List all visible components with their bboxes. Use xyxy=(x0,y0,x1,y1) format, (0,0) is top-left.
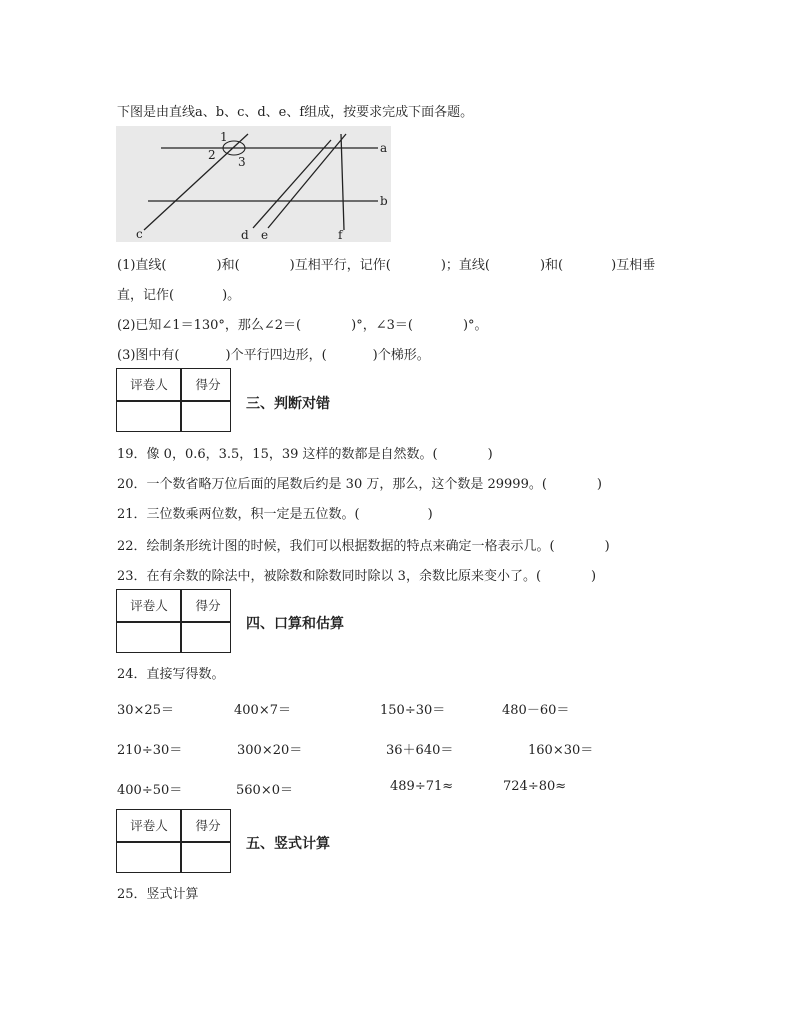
calc-item: 210÷30＝ xyxy=(117,743,183,758)
q1-text-b: )和( xyxy=(216,258,240,273)
line-label-b: b xyxy=(380,194,388,208)
calc-item: 300×20＝ xyxy=(237,743,303,758)
q1-text-g: 直，记作( xyxy=(117,288,175,303)
line-d xyxy=(253,140,331,228)
item-text: 22．绘制条形统计图的时候，我们可以根据数据的特点来确定一格表示几。( xyxy=(117,539,555,554)
divider xyxy=(117,621,230,623)
calc-item: 160×30＝ xyxy=(528,743,594,758)
question-1-line-2 xyxy=(117,284,240,303)
true-false-item xyxy=(117,565,596,584)
q1-text-d: )；直线( xyxy=(440,258,490,273)
question-intro: 下图是由直线a、b、c、d、e、f组成，按要求完成下面各题。 xyxy=(117,105,474,120)
q3-text-b: )个平行四边形，( xyxy=(225,348,327,363)
line-label-f: f xyxy=(338,228,343,242)
line-label-d: d xyxy=(241,228,249,242)
calc-item: 560×0＝ xyxy=(236,783,293,798)
question-25: 25．竖式计算 xyxy=(117,887,199,902)
item-text-end: ) xyxy=(427,507,433,522)
true-false-item xyxy=(117,535,610,554)
calc-item: 489÷71≈ xyxy=(390,779,454,794)
line-label-a: a xyxy=(380,141,388,155)
angle-label-1: 1 xyxy=(220,130,228,144)
item-text: 20．一个数省略万位后面的尾数后约是 30 万，那么，这个数是 29999。( xyxy=(117,477,547,492)
item-text: 23．在有余数的除法中，被除数和除数同时除以 3，余数比原来变小了。( xyxy=(117,569,542,584)
item-text-end: ) xyxy=(591,569,597,584)
divider xyxy=(117,841,230,843)
calc-item: 30×25＝ xyxy=(117,703,174,718)
section-title: 三、判断对错 xyxy=(246,396,330,412)
line-label-e: e xyxy=(261,228,269,242)
item-text: 19．像 0，0.6，3.5，15，39 这样的数都是自然数。( xyxy=(117,447,438,462)
angle-label-3: 3 xyxy=(238,155,246,169)
calc-item: 150÷30＝ xyxy=(380,703,446,718)
question-3 xyxy=(117,344,430,363)
score-label: 得分 xyxy=(195,598,221,613)
calc-item: 480－60＝ xyxy=(502,703,570,718)
q1-text-e: )和( xyxy=(539,258,564,273)
divider xyxy=(117,400,230,402)
section-title: 四、口算和估算 xyxy=(246,616,344,632)
lines-figure xyxy=(116,126,391,242)
calc-item: 400÷50＝ xyxy=(117,783,183,798)
score-label: 得分 xyxy=(195,818,221,833)
q1-text-f: )互相垂 xyxy=(611,258,656,273)
true-false-item xyxy=(117,473,602,492)
q2-text-c: )°。 xyxy=(462,318,488,333)
question-1-line-1 xyxy=(117,254,655,273)
calc-item: 36＋640＝ xyxy=(386,743,454,758)
q1-text-c: )互相平行，记作( xyxy=(289,258,391,273)
score-label: 得分 xyxy=(195,377,221,392)
q1-text-a: (1)直线( xyxy=(117,258,167,273)
score-box xyxy=(116,809,231,873)
reviewer-label: 评卷人 xyxy=(130,377,168,392)
q2-text-a: (2)已知∠1＝130°，那么∠2＝( xyxy=(117,318,302,333)
q3-text-a: (3)图中有( xyxy=(117,348,180,363)
item-text: 21．三位数乘两位数，积一定是五位数。( xyxy=(117,507,360,522)
item-text-end: ) xyxy=(604,539,610,554)
question-24: 24．直接写得数。 xyxy=(117,667,225,682)
q3-text-c: )个梯形。 xyxy=(372,348,430,363)
q2-text-b: )°，∠3＝( xyxy=(351,318,413,333)
question-2 xyxy=(117,314,488,333)
line-label-c: c xyxy=(136,227,143,241)
reviewer-label: 评卷人 xyxy=(130,598,168,613)
true-false-item xyxy=(117,503,433,522)
q1-text-h: )。 xyxy=(222,288,241,303)
item-text-end: ) xyxy=(596,477,602,492)
reviewer-label: 评卷人 xyxy=(130,818,168,833)
section-title: 五、竖式计算 xyxy=(246,836,330,852)
calc-item: 724÷80≈ xyxy=(503,779,567,794)
score-box xyxy=(116,589,231,653)
calc-item: 400×7＝ xyxy=(234,703,291,718)
item-text-end: ) xyxy=(487,447,493,462)
true-false-item xyxy=(117,443,493,462)
score-box xyxy=(116,368,231,432)
angle-label-2: 2 xyxy=(208,148,216,162)
lines-diagram xyxy=(116,126,391,242)
